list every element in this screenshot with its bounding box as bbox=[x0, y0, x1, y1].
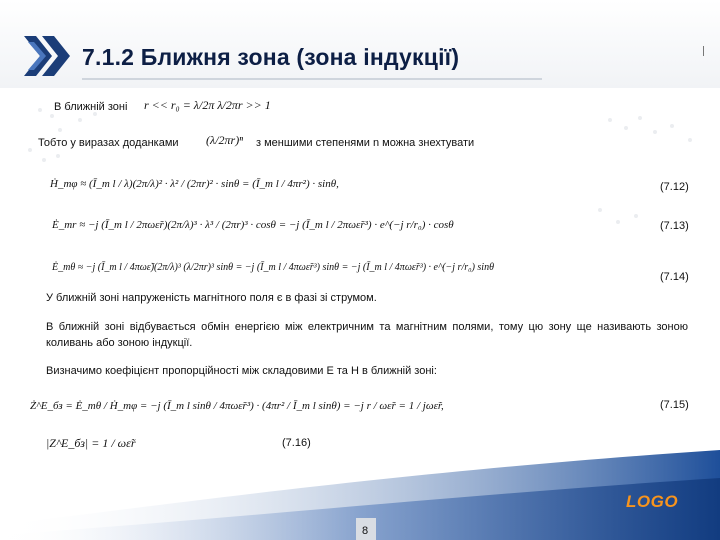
equation-7-16: |Z^E_бз| = 1 / ωε̃r bbox=[46, 436, 136, 450]
near-zone-condition-formula: r << r₀ = λ/2π λ/2πr >> 1 bbox=[144, 98, 271, 112]
equation-number-7-12: (7.12) bbox=[660, 181, 689, 193]
coefficient-intro-text: Визначимо коефіцієнт пропорційності між складовими E та H в ближній зоні: bbox=[46, 365, 437, 377]
magnetic-field-phase-text: У ближній зоні напруженість магнітного поля є в фазі зі струмом. bbox=[46, 292, 377, 304]
corner-tick bbox=[703, 46, 704, 56]
equation-number-7-14: (7.14) bbox=[660, 271, 689, 283]
page-number: 8 bbox=[362, 525, 369, 537]
logo-text: LOGO bbox=[626, 492, 679, 511]
title-underline bbox=[82, 78, 542, 80]
energy-exchange-text: В ближній зоні відбувається обмін енергією між електричним та магнітним полями, тому цю зону ще називають зоною коливань або зоною індукції. bbox=[46, 321, 688, 349]
chevron-logo-icon bbox=[22, 34, 74, 78]
near-zone-label: В ближній зоні bbox=[54, 101, 128, 113]
slide-title: 7.1.2 Ближня зона (зона індукції) bbox=[82, 44, 460, 70]
terms-label: Тобто у виразах доданками bbox=[38, 137, 179, 149]
equation-number-7-13: (7.13) bbox=[660, 220, 689, 232]
equation-7-12: Ḣ_mφ ≈ (Ī_m l / λ)(2π/λ)² · λ² / (2πr)² · sinθ = (Ī_m l / 4πr²) · sinθ, bbox=[50, 178, 339, 190]
equation-7-14: Ė_mθ ≈ −j (Ī_m l / 4πωε̃)(2π/λ)³ (λ/2πr)³ sinθ = −j (Ī_m l / 4πωε̃r³) sinθ = −j (Ī_m l / 4πωε̃r³) · e^(−j r/r₀) sinθ bbox=[52, 262, 494, 273]
power-term-formula: (λ/2πr)ⁿ bbox=[206, 133, 243, 147]
equation-7-15: Ż^E_бз = Ė_mθ / Ḣ_mφ = −j (Ī_m l sinθ / 4πωε̃r³) · (4πr² / Ī_m l sinθ) = −j r / ωε̃r = 1 / jωε̃r, bbox=[30, 400, 444, 412]
neglect-terms-text: з меншими степенями n можна знехтувати bbox=[256, 137, 475, 149]
equation-number-7-15: (7.15) bbox=[660, 399, 689, 411]
equation-7-13: Ė_mr ≈ −j (Ī_m l / 2πωε̃r)(2π/λ)³ · λ³ / (2πr)³ · cosθ = −j (Ī_m l / 2πωε̃r³) · e^(−j r/r₀) · cosθ bbox=[52, 219, 454, 231]
equation-number-7-16: (7.16) bbox=[282, 437, 311, 449]
